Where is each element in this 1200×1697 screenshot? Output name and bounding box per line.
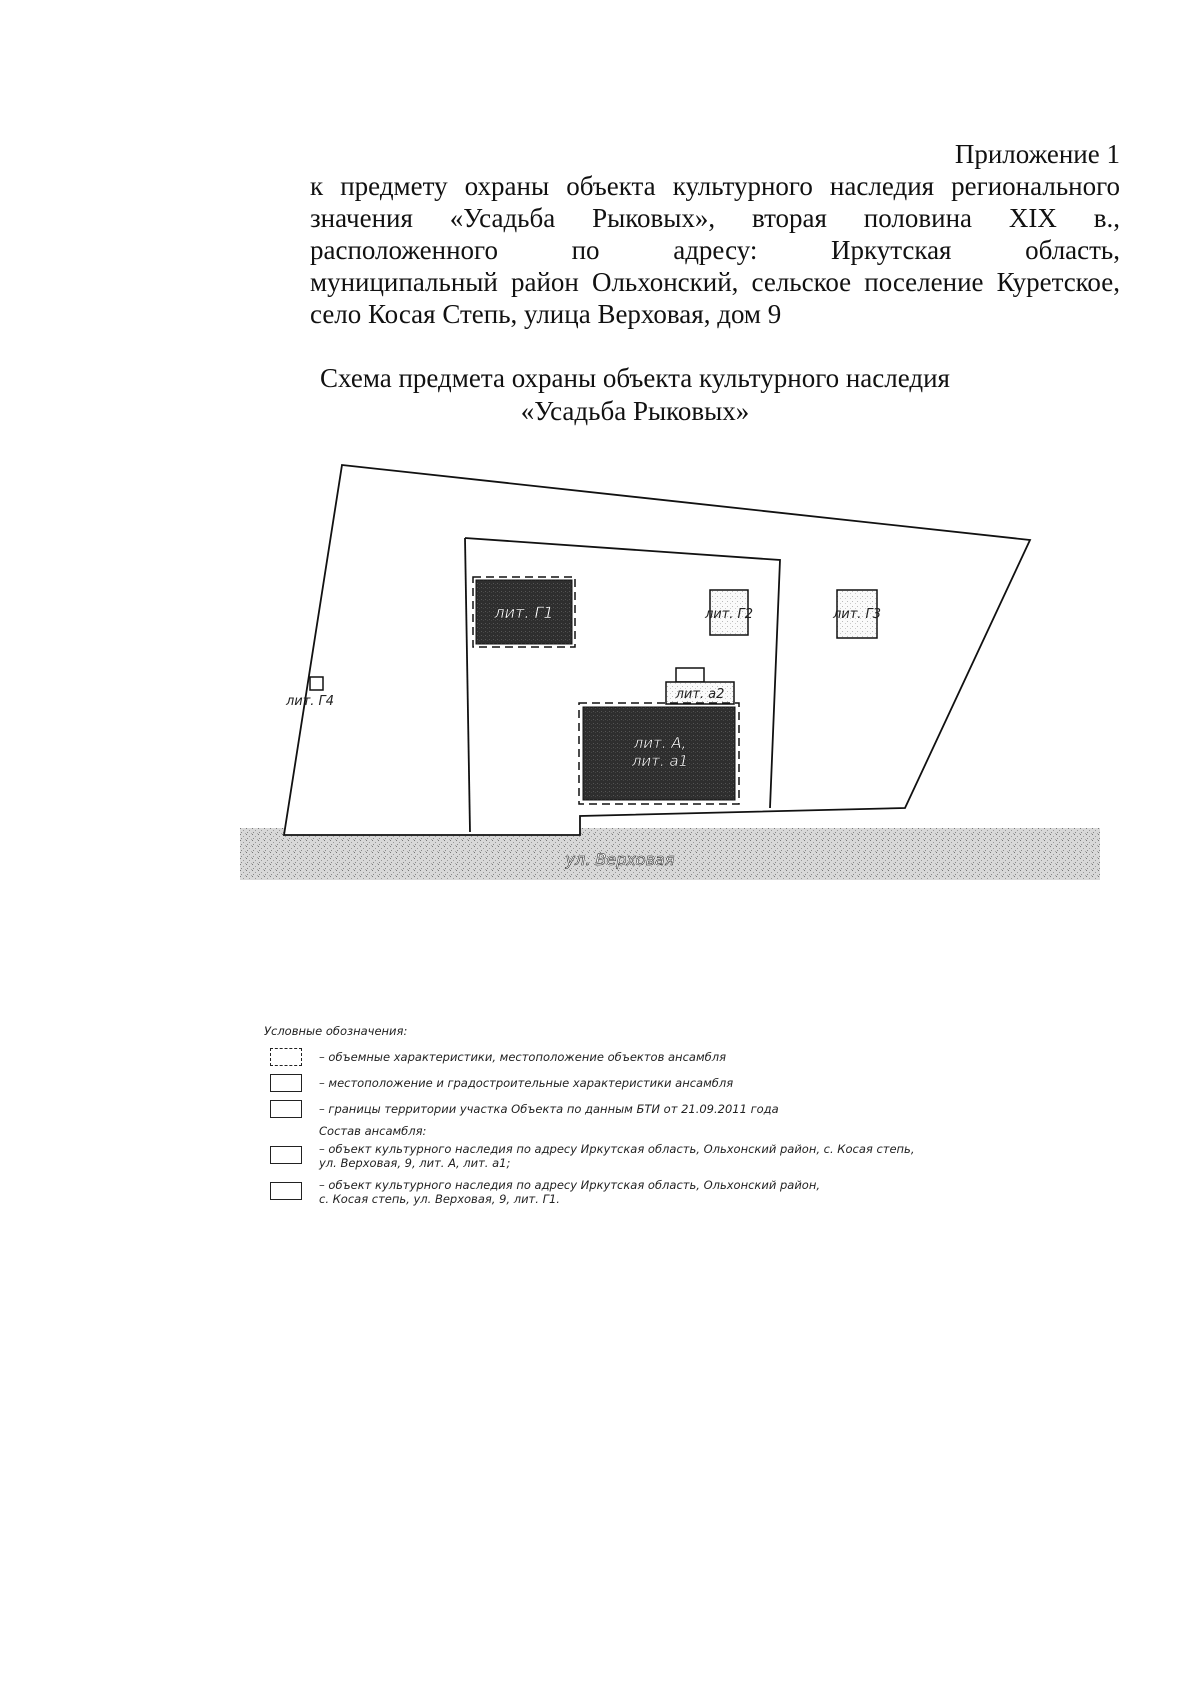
site-plan — [240, 450, 1100, 980]
legend-text-plot: – границы территории участка Объекта по данным БТИ от 21.09.2011 года — [319, 1102, 779, 1116]
legend-text-house-line-2: ул. Верховая, 9, лит. А, лит. а1; — [319, 1156, 511, 1170]
label-g2: лит. Г2 — [704, 607, 754, 622]
legend-swatch-dashed — [270, 1048, 302, 1066]
appendix-block — [310, 138, 1120, 330]
legend-composition: Состав ансамбля: — [319, 1124, 427, 1138]
legend-text-ensemble: – местоположение и градостроительные характеристики ансамбля — [319, 1076, 734, 1090]
legend-item-ensemble — [264, 1072, 1024, 1098]
legend-swatch-house — [270, 1146, 302, 1164]
building-g4 — [310, 677, 323, 690]
appendix-line-1: к предмету охраны объекта культурного наследия регионального — [310, 171, 1120, 201]
appendix-title: Приложение 1 — [954, 139, 1120, 169]
legend-item-g1 — [264, 1178, 1024, 1214]
legend-text-g1 — [319, 1178, 820, 1206]
scheme-title — [250, 362, 1020, 428]
legend-heading: Условные обозначения: — [264, 1024, 408, 1038]
legend-swatch-plot — [270, 1100, 302, 1118]
legend-item-volumes — [264, 1046, 1024, 1072]
label-a: лит. А, — [633, 734, 687, 752]
scheme-title-line-1: Схема предмета охраны объекта культурного наследия — [320, 363, 950, 393]
label-g1: лит. Г1 — [494, 603, 554, 622]
appendix-line-4: муниципальный район Ольхонский, сельское поселение Куретское, — [310, 267, 1120, 297]
legend-text-house — [319, 1142, 915, 1170]
label-a2: лит. а2 — [675, 687, 725, 702]
label-g3: лит. Г3 — [832, 607, 882, 622]
legend-text-g1-line-1: – объект культурного наследия по адресу Иркутская область, Ольхонский район, — [319, 1178, 821, 1192]
street-label: ул. Верховая — [565, 850, 675, 869]
appendix-line-5: село Косая Степь, улица Верховая, дом 9 — [310, 299, 782, 329]
legend-swatch-g1 — [270, 1182, 302, 1200]
legend-item-house — [264, 1142, 1024, 1178]
legend-item-plot — [264, 1098, 1024, 1124]
label-a1: лит. а1 — [631, 752, 689, 770]
label-g4: лит. Г4 — [285, 694, 335, 709]
legend — [264, 1024, 1024, 1214]
legend-text-volumes: – объемные характеристики, местоположение объектов ансамбля — [319, 1050, 726, 1064]
legend-text-house-line-1: – объект культурного наследия по адресу Иркутская область, Ольхонский район, с. Косая степь, — [319, 1142, 915, 1156]
legend-swatch-ensemble — [270, 1074, 302, 1092]
appendix-line-2: значения «Усадьба Рыковых», вторая половина XIX в., — [310, 203, 1120, 233]
legend-text-g1-line-2: с. Косая степь, ул. Верховая, 9, лит. Г1. — [319, 1192, 560, 1206]
annex-box — [676, 668, 704, 682]
appendix-line-3: расположенного по адресу: Иркутская область, — [310, 235, 1120, 265]
scheme-title-line-2: «Усадьба Рыковых» — [520, 396, 750, 426]
